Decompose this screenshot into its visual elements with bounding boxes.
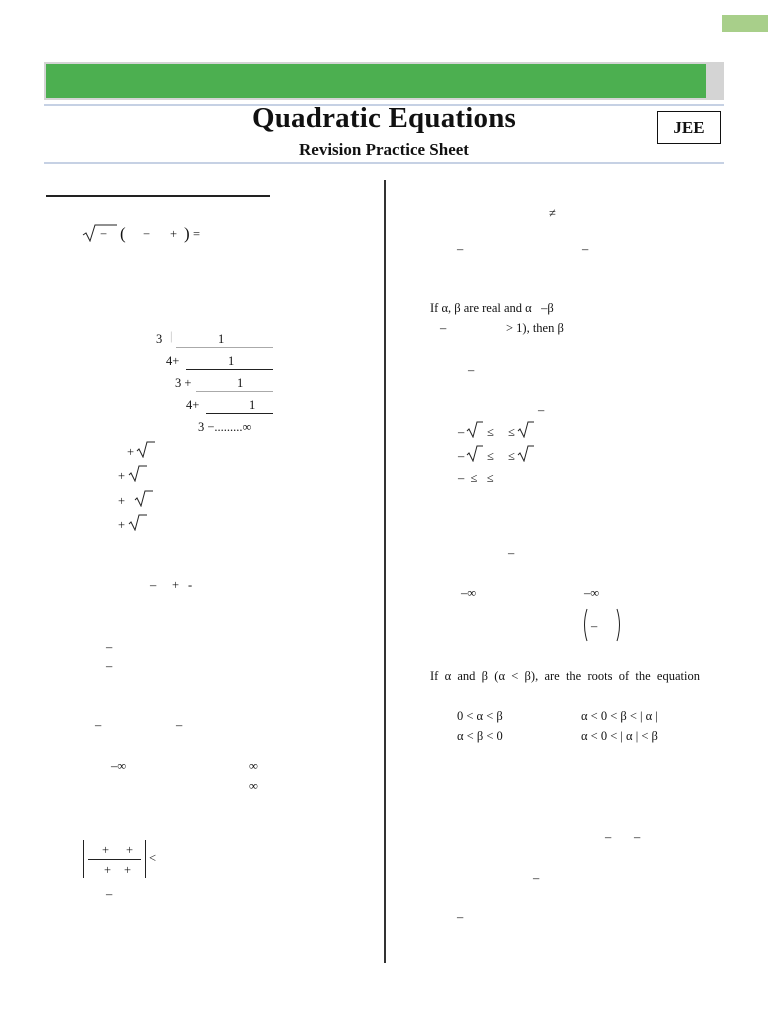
dash-9: – xyxy=(457,910,464,924)
page-title: Quadratic Equations xyxy=(251,102,517,134)
dash-7b: – xyxy=(634,830,641,844)
page-subtitle: Revision Practice Sheet xyxy=(299,140,469,159)
cf-num-1: 1 xyxy=(218,332,225,346)
r1-dash-b: – xyxy=(582,242,589,256)
opt-d-plus: + xyxy=(118,518,126,532)
opt-b-plus: + xyxy=(118,469,126,483)
eq1-minus-2: − xyxy=(143,227,151,241)
dash-4: – xyxy=(468,363,475,377)
r1-dash-a: – xyxy=(457,242,464,256)
ineq3: – ≤ ≤ xyxy=(458,471,494,485)
section-rule xyxy=(46,195,270,197)
ineq1-le-a: ≤ xyxy=(487,425,494,439)
ineq2-le-b: ≤ xyxy=(508,449,515,463)
opt-c-plus: + xyxy=(118,494,126,508)
dash-8: – xyxy=(533,871,540,885)
paren-group xyxy=(581,607,623,643)
option-a: 0 < α < β xyxy=(457,709,503,723)
corner-tab xyxy=(722,15,768,32)
cf-tail: 3 −.........∞ xyxy=(198,420,252,434)
abs-bar-right xyxy=(145,840,146,878)
q-row-a: – xyxy=(150,578,157,592)
eq1-paren-close: ) xyxy=(184,224,190,243)
cf-lead-4: 4+ xyxy=(186,398,200,412)
q-alpha-line-2: > 1), then β xyxy=(506,321,564,335)
inf-b: ∞ xyxy=(249,759,258,773)
cf-lead-3: 3 + xyxy=(175,376,192,390)
pair-a: – xyxy=(95,718,102,732)
abs-frac-line xyxy=(88,859,141,860)
abs-num-a: + xyxy=(102,843,110,857)
cf-num-3: 1 xyxy=(237,376,244,390)
cf-lead-2: 4+ xyxy=(166,354,180,368)
eq1-plus: + xyxy=(170,227,178,241)
q-row-b: + xyxy=(172,578,180,592)
exam-badge xyxy=(657,111,721,144)
sqrt-symbol xyxy=(466,421,484,438)
cf-line-2 xyxy=(186,369,273,370)
ineq2-le-a: ≤ xyxy=(487,449,494,463)
right-inf-a: –∞ xyxy=(461,586,477,600)
cf-lead-1: 3 xyxy=(156,332,163,346)
q-row-c: - xyxy=(188,578,193,592)
cf-num-4: 1 xyxy=(249,398,256,412)
cf-line-4 xyxy=(206,413,273,414)
abs-den-a: + xyxy=(104,863,112,877)
inf-a: –∞ xyxy=(111,759,127,773)
ineq2-neg: – xyxy=(458,449,465,463)
option-b: α < 0 < β < | α | xyxy=(581,709,658,723)
sqrt-symbol xyxy=(128,514,148,531)
ineq1-neg: – xyxy=(458,425,465,439)
dash-3: – xyxy=(106,887,113,901)
dash-5: – xyxy=(538,403,545,417)
option-d: α < 0 < | α | < β xyxy=(581,729,658,743)
opt-a-plus: + xyxy=(127,445,135,459)
cf-line-1 xyxy=(176,347,273,348)
option-c: α < β < 0 xyxy=(457,729,503,743)
column-divider xyxy=(384,180,386,963)
eq1-equals: = xyxy=(193,227,201,241)
abs-den-b: + xyxy=(124,863,132,877)
neq: ≠ xyxy=(549,206,556,220)
abs-num-b: + xyxy=(126,843,134,857)
cf-bar-1: | xyxy=(170,329,173,343)
right-inf-b: –∞ xyxy=(584,586,600,600)
q-alpha-line-2-dash: – xyxy=(440,321,447,335)
q-roots: If α and β (α < β), are the roots of the equation xyxy=(430,669,700,683)
eq1-minus: − xyxy=(100,227,108,241)
cf-line-3 xyxy=(196,391,273,392)
sqrt-symbol xyxy=(466,445,484,462)
eq1-paren-open: ( xyxy=(120,224,126,243)
inf-c: ∞ xyxy=(249,779,258,793)
dash-7a: – xyxy=(605,830,612,844)
sqrt-symbol xyxy=(517,445,535,462)
q-alpha-line-1: If α, β are real and α –β xyxy=(430,301,554,315)
sqrt-symbol xyxy=(134,490,154,507)
cf-num-2: 1 xyxy=(228,354,235,368)
dash-6: – xyxy=(508,546,515,560)
header-green-bar xyxy=(46,64,706,98)
ineq1-le-b: ≤ xyxy=(508,425,515,439)
sqrt-symbol xyxy=(517,421,535,438)
dash-2: – xyxy=(106,659,113,673)
dash-1: – xyxy=(106,640,113,654)
sqrt-symbol xyxy=(136,441,156,458)
header-rule-bottom xyxy=(44,162,724,164)
abs-lt: < xyxy=(149,851,157,865)
exam-badge-label: JEE xyxy=(673,117,705,137)
paren-dash: – xyxy=(591,619,598,633)
abs-bar-left xyxy=(83,840,84,878)
sqrt-symbol xyxy=(128,465,148,482)
pair-b: – xyxy=(176,718,183,732)
